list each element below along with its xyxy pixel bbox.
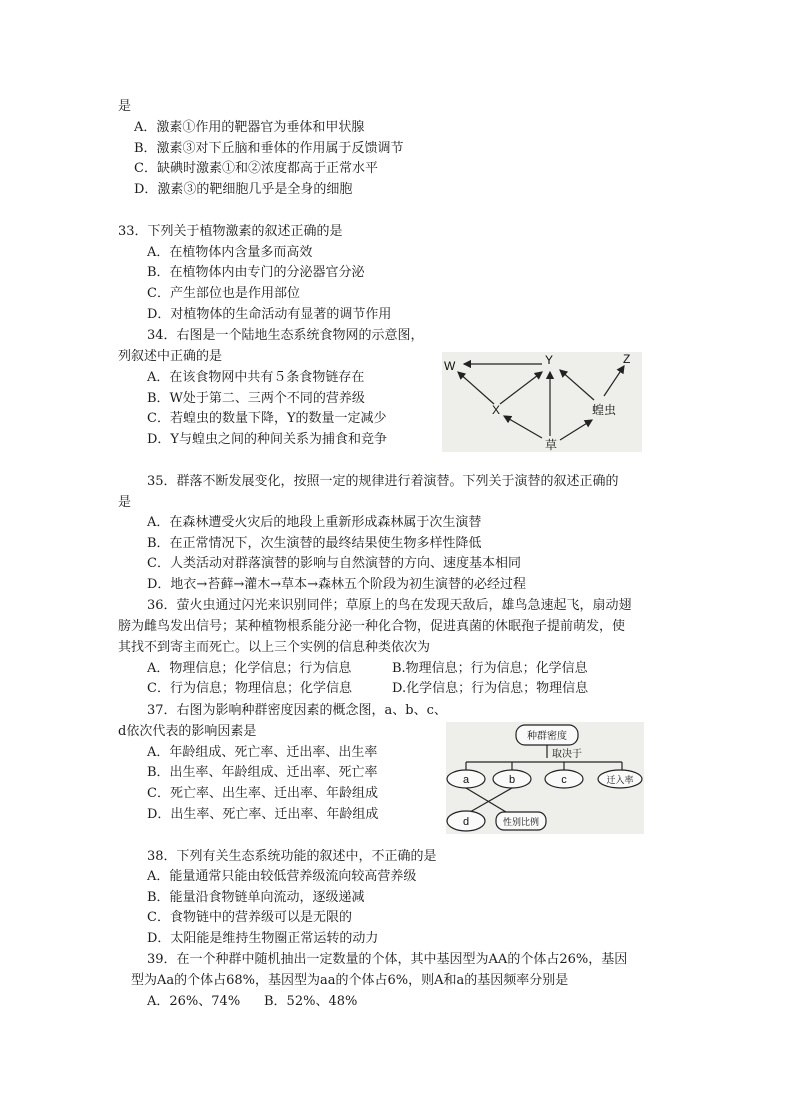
q32-option-b: B．激素③对下丘脑和垂体的作用属于反馈调节: [134, 141, 404, 156]
node-immigration-label: 迁入率: [606, 776, 634, 786]
relation-label: 取决于: [552, 749, 582, 760]
node-y: Y: [545, 353, 554, 367]
q36-stem-line-1: 36．萤火虫通过闪光来识别同伴；草原上的鸟在发现天敌后，雄鸟急速起飞，扇动翅: [147, 598, 632, 613]
q39-stem-line-1: 39．在一个种群中随机抽出一定数量的个体，其中基因型为AA的个体占26%，基因: [147, 952, 628, 967]
node-d-label: d: [462, 816, 470, 828]
q33-option-d: D．对植物体的生命活动有显著的调节作用: [147, 307, 392, 322]
q37-option-d: D．出生率、死亡率、迁出率、年龄组成: [147, 807, 379, 822]
q32-option-a: A．激素①作用的靶器官为垂体和甲状腺: [134, 120, 365, 135]
q39-stem-line-2: 型为Aa的个体占68%，基因型为aa的个体占6%，则A和a的基因频率分别是: [131, 973, 569, 988]
q38-stem: 38．下列有关生态系统功能的叙述中，不正确的是: [147, 849, 437, 864]
q33-option-b: B．在植物体内由专门的分泌器官分泌: [147, 265, 365, 280]
q37-option-a: A．年龄组成、死亡率、迁出率、出生率: [147, 745, 378, 760]
q33-stem: 33．下列关于植物激素的叙述正确的是: [118, 224, 343, 239]
node-c-label: c: [561, 774, 567, 786]
q38-option-a: A．能量通常只能由较低营养级流向较高营养级: [147, 869, 417, 884]
q38-option-b: B．能量沿食物链单向流动，逐级递减: [147, 890, 365, 905]
node-x: X: [492, 403, 501, 417]
q37-option-b: B．出生率、年龄组成、迁出率、死亡率: [147, 765, 378, 780]
q37-stem-line-1: 37．右图为影响种群密度因素的概念图，a、b、c、: [147, 703, 447, 718]
node-sex-ratio-label: 性别比例: [502, 818, 540, 828]
q32-option-c: C．缺碘时激素①和②浓度都高于正常水平: [134, 161, 378, 176]
q36-option-b: B.物理信息；行为信息；化学信息: [392, 661, 588, 676]
q36-option-a: A．物理信息；化学信息；行为信息: [147, 661, 352, 676]
q35-option-a: A．在森林遭受火灾后的地段上重新形成森林属于次生演替: [147, 515, 482, 530]
q35-option-b: B．在正常情况下，次生演替的最终结果使生物多样性降低: [147, 536, 482, 551]
q39-option-b: B．52%、48%: [264, 994, 358, 1009]
q38-option-d: D．太阳能是维持生物圈正常运转的动力: [147, 931, 379, 946]
q34-option-a: A．在该食物网中共有５条食物链存在: [147, 370, 365, 385]
q32-option-d: D．激素③的靶细胞几乎是全身的细胞: [134, 182, 353, 197]
node-b-label: b: [508, 774, 516, 786]
q35-option-c: C．人类活动对群落演替的影响与自然演替的方向、速度基本相同: [147, 556, 521, 571]
q38-option-c: C．食物链中的营养级可以是无限的: [147, 910, 352, 925]
concept-map-figure: [446, 722, 644, 834]
q34-stem-line-2: 列叙述中正确的是: [118, 349, 223, 364]
q35-stem-line-1: 35．群落不断发展变化，按照一定的规律进行着演替。下列关于演替的叙述正确的: [147, 474, 619, 489]
q36-stem-line-3: 其找不到寄主而死亡。以上三个实例的信息种类依次为: [118, 640, 431, 655]
q36-option-d: D.化学信息；行为信息；物理信息: [392, 681, 589, 696]
food-web-figure: [442, 352, 642, 452]
q35-stem-line-2: 是: [118, 495, 132, 510]
q36-option-c: C．行为信息；物理信息；化学信息: [147, 681, 352, 696]
q34-option-d: D．Y与蝗虫之间的种间关系为捕食和竞争: [147, 432, 388, 447]
root-label: 种群密度: [527, 731, 567, 742]
node-z: Z: [623, 352, 631, 366]
node-w: W: [444, 359, 456, 373]
node-locust: 蝗虫: [592, 403, 617, 417]
q39-option-a: A．26%、74%: [147, 994, 241, 1009]
q32-stem-tail: 是: [118, 99, 132, 114]
node-a-label: a: [462, 774, 470, 786]
q34-stem-line-1: 34．右图是一个陆地生态系统食物网的示意图，: [147, 328, 424, 343]
q37-stem-line-2: d依次代表的影响因素是: [118, 724, 257, 739]
q34-option-c: C．若蝗虫的数量下降，Y的数量一定减少: [147, 411, 387, 426]
node-grass: 草: [545, 438, 558, 452]
q36-stem-line-2: 膀为雌鸟发出信号；某种植物根系能分泌一种化合物，促进真菌的休眠孢子提前萌发，使: [118, 619, 626, 634]
q33-option-c: C．产生部位也是作用部位: [147, 286, 300, 301]
q34-option-b: B．W处于第二、三两个不同的营养级: [147, 391, 365, 406]
q33-option-a: A．在植物体内含量多而高效: [147, 245, 313, 260]
q37-option-c: C．死亡率、出生率、迁出率、年龄组成: [147, 786, 378, 801]
q35-option-d: D．地衣→苔藓→灌木→草本→森林五个阶段为初生演替的必经过程: [147, 577, 526, 592]
